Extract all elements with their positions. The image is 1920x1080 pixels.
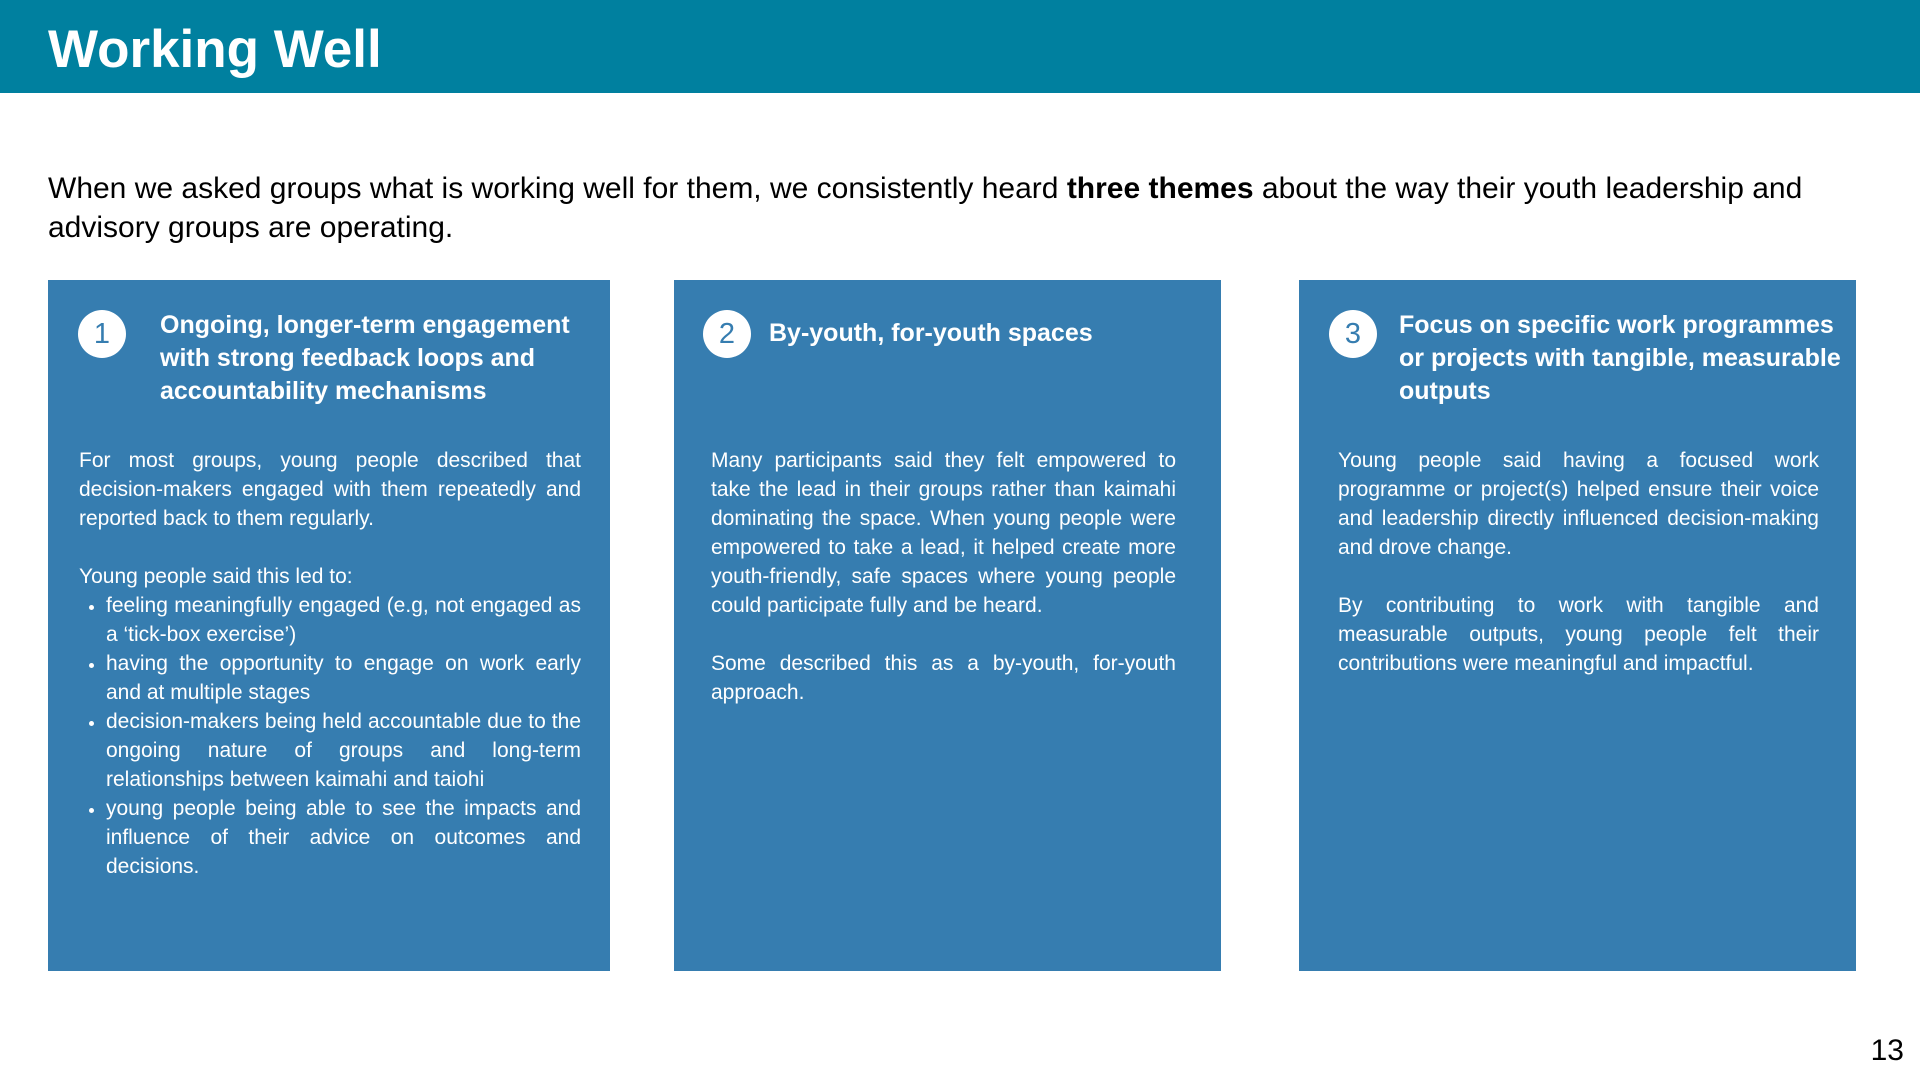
theme-paragraph: Young people said having a focused work programme or project(s) helped ensure their voice and leadership directly influenced decision-making and drove change. <box>1338 449 1819 559</box>
list-item: • having the opportunity to engage on work early and at multiple stages <box>106 649 581 707</box>
theme-paragraph: Some described this as a by-youth, for-youth approach. <box>711 652 1176 704</box>
theme-list-intro: Young people said this led to: <box>79 565 353 588</box>
intro-paragraph <box>48 169 1878 247</box>
theme-number-badge: 2 <box>703 310 751 358</box>
theme-number-badge: 1 <box>78 310 126 358</box>
theme-body <box>79 446 581 881</box>
list-item: • young people being able to see the impacts and influence of their advice on outcomes and decisions. <box>106 794 581 881</box>
theme-paragraph: For most groups, young people described that decision-makers engaged with them repeatedly and reported back to them regularly. <box>79 449 581 530</box>
list-item: • feeling meaningfully engaged (e.g, not engaged as a ‘tick-box exercise’) <box>106 591 581 649</box>
theme-paragraph: Many participants said they felt empowered to take the lead in their groups rather than kaimahi dominating the space. When young people were empowered to take a lead, it helped create more youth-friendly, safe spaces where young people could participate fully and be heard. <box>711 449 1176 617</box>
intro-text-after: about the way their youth leadership and advisory groups are operating. <box>48 172 1803 244</box>
theme-bullet-list <box>79 591 581 881</box>
theme-title: Focus on specific work programmes or projects with tangible, measurable outputs <box>1399 311 1841 405</box>
page-title: Working Well <box>48 20 382 79</box>
intro-text-before: When we asked groups what is working well for them, we consistently heard <box>48 172 1067 205</box>
header-bar <box>0 0 1920 93</box>
page-number: 13 <box>1870 1034 1904 1067</box>
theme-title: Ongoing, longer-term engagement with strong feedback loops and accountability mechanisms <box>160 311 570 405</box>
theme-card-1 <box>48 280 610 971</box>
intro-text-bold: three themes <box>1066 172 1254 205</box>
theme-card-2 <box>674 280 1221 971</box>
theme-card-3 <box>1299 280 1856 971</box>
list-item: • decision-makers being held accountable due to the ongoing nature of groups and long-term relationships between kaimahi and taiohi <box>106 707 581 794</box>
theme-number-badge: 3 <box>1329 310 1377 358</box>
theme-title: By-youth, for-youth spaces <box>769 319 1093 347</box>
theme-body <box>1338 446 1819 678</box>
theme-paragraph: By contributing to work with tangible and measurable outputs, young people felt their contributions were meaningful and impactful. <box>1338 594 1819 675</box>
theme-body <box>711 446 1176 707</box>
